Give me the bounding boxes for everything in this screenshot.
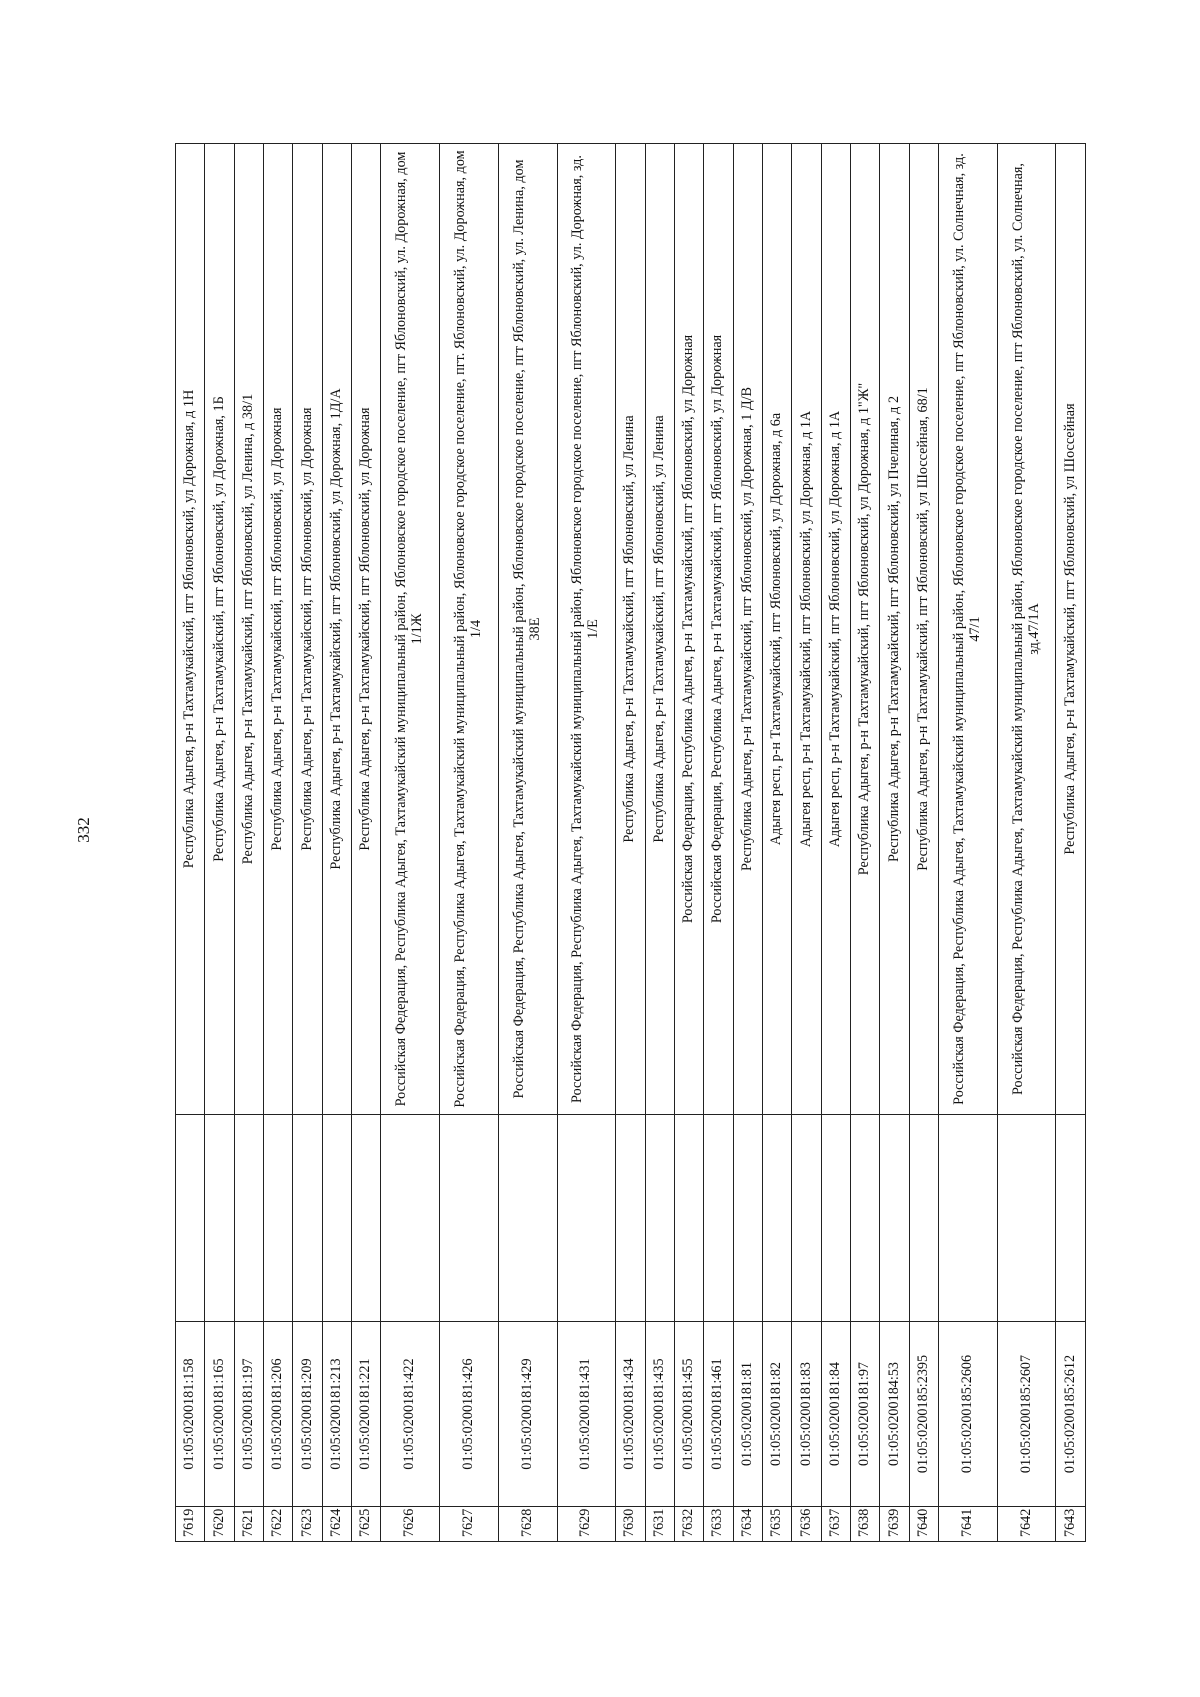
- cadastral-number: 01:05:0200181:206: [264, 1322, 293, 1507]
- row-number: 7626: [381, 1507, 440, 1542]
- address: Российская Федерация, Республика Адыгея, р-н Тахтамукайский, пгт Яблоновский, ул Дорожная: [674, 144, 703, 1115]
- rotated-table-frame: [175, 150, 1085, 1542]
- address: Российская Федерация, Республика Адыгея, Тахтамукайский муниципальный район, Яблоновское городское поселение, пгт Яблоновский, ул. Дорожная, зд. 1/Е: [557, 144, 616, 1115]
- row-number: 7642: [997, 1507, 1056, 1542]
- table-row: [381, 144, 440, 1542]
- row-number: 7641: [939, 1507, 998, 1542]
- empty-cell: [498, 1115, 557, 1322]
- empty-cell: [1056, 1115, 1085, 1322]
- cadastral-number: 01:05:0200185:2607: [997, 1322, 1056, 1507]
- empty-cell: [792, 1115, 821, 1322]
- cadastral-number: 01:05:0200181:213: [322, 1322, 351, 1507]
- table-row: [293, 144, 322, 1542]
- address: Республика Адыгея, р-н Тахтамукайский, пгт Яблоновский, ул Дорожная, 1Б: [205, 144, 234, 1115]
- table-row: [205, 144, 234, 1542]
- address: Республика Адыгея, р-н Тахтамукайский, пгт Яблоновский, ул Ленина: [616, 144, 645, 1115]
- empty-cell: [909, 1115, 938, 1322]
- table-row: [997, 144, 1056, 1542]
- cadastral-number: 01:05:0200185:2612: [1056, 1322, 1085, 1507]
- table-row: [674, 144, 703, 1542]
- table-row: [234, 144, 263, 1542]
- cadastral-number: 01:05:0200181:435: [645, 1322, 674, 1507]
- page-number: 332: [74, 817, 93, 843]
- address: Республика Адыгея, р-н Тахтамукайский, пгт Яблоновский, ул Дорожная: [352, 144, 381, 1115]
- address: Российская Федерация, Республика Адыгея, р-н Тахтамукайский, пгт Яблоновский, ул Дорожная: [704, 144, 733, 1115]
- table-row: [704, 144, 733, 1542]
- empty-cell: [264, 1115, 293, 1322]
- row-number: 7636: [792, 1507, 821, 1542]
- empty-cell: [704, 1115, 733, 1322]
- cadastral-number: 01:05:0200181:197: [234, 1322, 263, 1507]
- row-number: 7640: [909, 1507, 938, 1542]
- cadastral-number: 01:05:0200181:165: [205, 1322, 234, 1507]
- cadastral-number: 01:05:0200181:429: [498, 1322, 557, 1507]
- row-number: 7631: [645, 1507, 674, 1542]
- cadastral-number: 01:05:0200181:97: [850, 1322, 879, 1507]
- row-number: 7625: [352, 1507, 381, 1542]
- address: Республика Адыгея, р-н Тахтамукайский, пгт Яблоновский, ул Дорожная, 1Д/А: [322, 144, 351, 1115]
- empty-cell: [234, 1115, 263, 1322]
- address: Российская Федерация, Республика Адыгея, Тахтамукайский муниципальный район, Яблоновское городское поселение, пгт Яблоновский, ул. Дорожная, дом 1/1Ж: [381, 144, 440, 1115]
- row-number: 7619: [176, 1507, 205, 1542]
- empty-cell: [352, 1115, 381, 1322]
- empty-cell: [645, 1115, 674, 1322]
- row-number: 7623: [293, 1507, 322, 1542]
- row-number: 7627: [440, 1507, 499, 1542]
- cadastral-number: 01:05:0200181:82: [762, 1322, 791, 1507]
- empty-cell: [322, 1115, 351, 1322]
- table-row: [498, 144, 557, 1542]
- cadastral-number: 01:05:0200185:2606: [939, 1322, 998, 1507]
- table-row: [939, 144, 998, 1542]
- address: Адыгея респ, р-н Тахтамукайский, пгт Яблоновский, ул Дорожная, д 1А: [792, 144, 821, 1115]
- empty-cell: [674, 1115, 703, 1322]
- cadastral-number: 01:05:0200181:81: [733, 1322, 762, 1507]
- row-number: 7639: [880, 1507, 909, 1542]
- empty-cell: [616, 1115, 645, 1322]
- address: Российская Федерация, Республика Адыгея, Тахтамукайский муниципальный район, Яблоновское городское поселение, пгт Яблоновский, ул. Солнечная, зд.47/1А: [997, 144, 1056, 1115]
- table-row: [264, 144, 293, 1542]
- row-number: 7621: [234, 1507, 263, 1542]
- address: Республика Адыгея, р-н Тахтамукайский, пгт Яблоновский, ул Шоссейная: [1056, 144, 1085, 1115]
- address: Российская Федерация, Республика Адыгея, Тахтамукайский муниципальный район, Яблоновское городское поселение, пгт Яблоновский, ул. Солнечная, зд. 47/1: [939, 144, 998, 1115]
- row-number: 7634: [733, 1507, 762, 1542]
- table-row: [909, 144, 938, 1542]
- table-row: [352, 144, 381, 1542]
- row-number: 7632: [674, 1507, 703, 1542]
- row-number: 7643: [1056, 1507, 1085, 1542]
- cadastral-number: 01:05:0200181:83: [792, 1322, 821, 1507]
- table-row: [645, 144, 674, 1542]
- cadastral-number: 01:05:0200181:209: [293, 1322, 322, 1507]
- address: Адыгея респ, р-н Тахтамукайский, пгт Яблоновский, ул Дорожная, д 6а: [762, 144, 791, 1115]
- empty-cell: [733, 1115, 762, 1322]
- cadastral-number: 01:05:0200181:422: [381, 1322, 440, 1507]
- table-container: [175, 150, 1085, 1542]
- empty-cell: [997, 1115, 1056, 1322]
- address: Республика Адыгея, р-н Тахтамукайский, пгт Яблоновский, ул Пчелиная, д 2: [880, 144, 909, 1115]
- cadastral-number: 01:05:0200184:53: [880, 1322, 909, 1507]
- empty-cell: [440, 1115, 499, 1322]
- table-row: [322, 144, 351, 1542]
- empty-cell: [205, 1115, 234, 1322]
- empty-cell: [821, 1115, 850, 1322]
- row-number: 7637: [821, 1507, 850, 1542]
- table-row: [821, 144, 850, 1542]
- address: Адыгея респ, р-н Тахтамукайский, пгт Яблоновский, ул Дорожная, д 1А: [821, 144, 850, 1115]
- empty-cell: [939, 1115, 998, 1322]
- table-row: [176, 144, 205, 1542]
- table-body: [176, 144, 1086, 1542]
- table-row: [850, 144, 879, 1542]
- row-number: 7620: [205, 1507, 234, 1542]
- address: Республика Адыгея, р-н Тахтамукайский, пгт Яблоновский, ул Дорожная, д 1Н: [176, 144, 205, 1115]
- row-number: 7638: [850, 1507, 879, 1542]
- cadastral-number: 01:05:0200181:434: [616, 1322, 645, 1507]
- row-number: 7624: [322, 1507, 351, 1542]
- row-number: 7622: [264, 1507, 293, 1542]
- table-row: [792, 144, 821, 1542]
- table-row: [557, 144, 616, 1542]
- address: Республика Адыгея, р-н Тахтамукайский, пгт Яблоновский, ул Дорожная: [293, 144, 322, 1115]
- cadastral-number: 01:05:0200181:455: [674, 1322, 703, 1507]
- table-row: [440, 144, 499, 1542]
- address: Республика Адыгея, р-н Тахтамукайский, пгт Яблоновский, ул Дорожная: [264, 144, 293, 1115]
- address: Российская Федерация, Республика Адыгея, Тахтамукайский муниципальный район, Яблоновское городское поселение, пгт Яблоновский, ул. Ленина, дом 38Е: [498, 144, 557, 1115]
- empty-cell: [293, 1115, 322, 1322]
- table-row: [880, 144, 909, 1542]
- address: Республика Адыгея, р-н Тахтамукайский, пгт Яблоновский, ул Ленина, д 38/1: [234, 144, 263, 1115]
- table-row: [1056, 144, 1085, 1542]
- row-number: 7628: [498, 1507, 557, 1542]
- empty-cell: [557, 1115, 616, 1322]
- empty-cell: [176, 1115, 205, 1322]
- row-number: 7630: [616, 1507, 645, 1542]
- row-number: 7635: [762, 1507, 791, 1542]
- cadastral-number: 01:05:0200181:158: [176, 1322, 205, 1507]
- cadastral-number: 01:05:0200185:2395: [909, 1322, 938, 1507]
- address: Российская Федерация, Республика Адыгея, Тахтамукайский муниципальный район, Яблоновское городское поселение, пгт. Яблоновский, ул. Дорожная, дом 1/4: [440, 144, 499, 1115]
- row-number: 7629: [557, 1507, 616, 1542]
- empty-cell: [762, 1115, 791, 1322]
- table-row: [762, 144, 791, 1542]
- row-number: 7633: [704, 1507, 733, 1542]
- address: Республика Адыгея, р-н Тахтамукайский, пгт Яблоновский, ул Шоссейная, 68/1: [909, 144, 938, 1115]
- cadastral-number: 01:05:0200181:461: [704, 1322, 733, 1507]
- empty-cell: [850, 1115, 879, 1322]
- cadastral-number: 01:05:0200181:84: [821, 1322, 850, 1507]
- table-row: [733, 144, 762, 1542]
- address: Республика Адыгея, р-н Тахтамукайский, пгт Яблоновский, ул Дорожная, д 1"Ж": [850, 144, 879, 1115]
- address: Республика Адыгея, р-н Тахтамукайский, пгт Яблоновский, ул Дорожная, 1 Д/В: [733, 144, 762, 1115]
- empty-cell: [880, 1115, 909, 1322]
- cadastral-number: 01:05:0200181:221: [352, 1322, 381, 1507]
- table-row: [616, 144, 645, 1542]
- empty-cell: [381, 1115, 440, 1322]
- cadastral-number: 01:05:0200181:426: [440, 1322, 499, 1507]
- cadastral-table: [175, 143, 1086, 1542]
- cadastral-number: 01:05:0200181:431: [557, 1322, 616, 1507]
- address: Республика Адыгея, р-н Тахтамукайский, пгт Яблоновский, ул Ленина: [645, 144, 674, 1115]
